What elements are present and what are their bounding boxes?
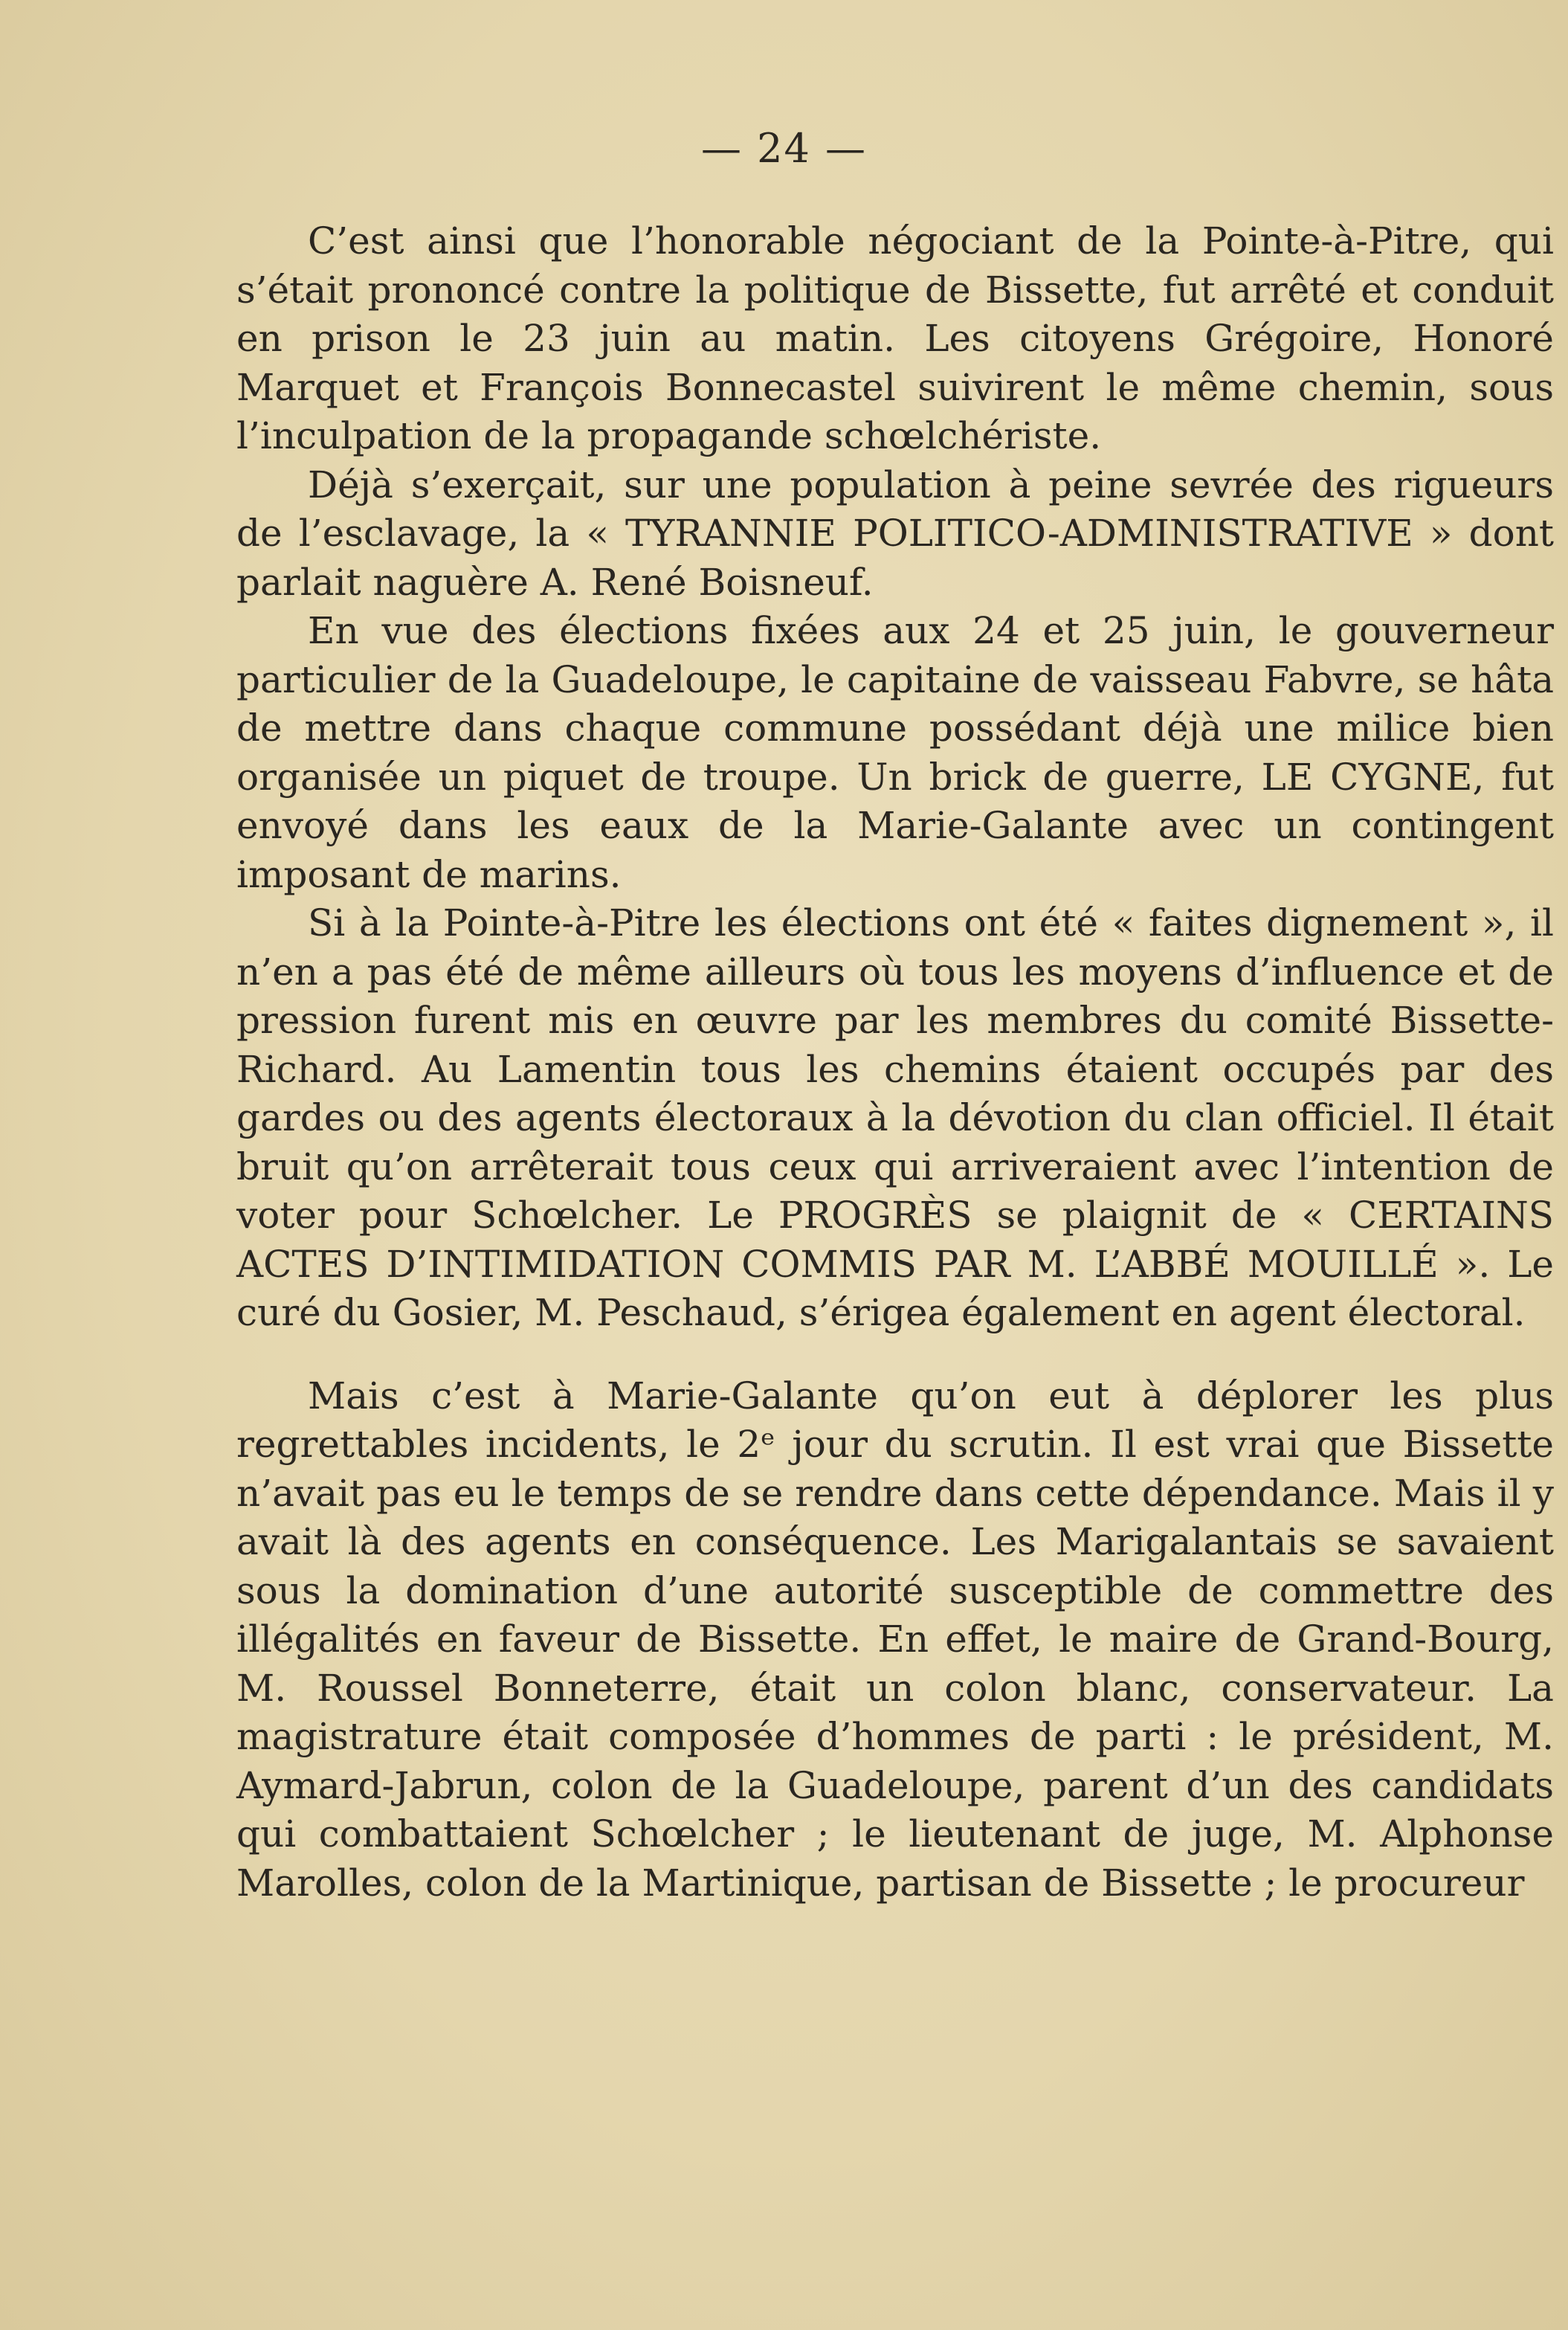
paragraph-2: Déjà s’exerçait, sur une population à peine sevrée des rigueurs de l’esclavage, la « TYRANNIE POLITICO-ADMINISTRATIVE » dont parlait naguère A. René Boisneuf.: [236, 463, 1554, 604]
body-text: [236, 217, 1554, 1908]
page-number: — 24 —: [700, 125, 868, 172]
paragraph-3: En vue des élections fixées aux 24 et 25 juin, le gouverneur particulier de la Guadeloupe, le capitaine de vaisseau Fabvre, se hâta de mettre dans chaque commune possédant déjà une milice bien organisée un piquet de troupe. Un brick de guerre, LE CYGNE, fut envoyé dans les eaux de la Marie-Galante avec un contingent imposant de marins.: [236, 609, 1554, 896]
paragraph-1: C’est ainsi que l’honorable négociant de la Pointe-à-Pitre, qui s’était prononcé contre la politique de Bissette, fut arrêté et conduit en prison le 23 juin au matin. Les citoyens Grégoire, Honoré Marquet et François Bonnecastel suivirent le même chemin, sous l’inculpation de la propagande schœlchériste.: [236, 219, 1554, 457]
paragraph-5: Mais c’est à Marie-Galante qu’on eut à déplorer les plus regrettables incidents, le 2ᵉ jour du scrutin. Il est vrai que Bissette n’avait pas eu le temps de se rendre dans cette dépendance. Mais il y avait là des agents en conséquence. Les Marigalantais se savaient sous la domination d’une autorité susceptible de commettre des illégalités en faveur de Bissette. En effet, le maire de Grand-Bourg, M. Roussel Bonneterre, était un colon blanc, conservateur. La magistrature était composée d’hommes de parti : le président, M. Aymard-Jabrun, colon de la Guadeloupe, parent d’un des candidats qui combattaient Schœlcher ; le lieutenant de juge, M. Alphonse Marolles, colon de la Martinique, partisan de Bissette ; le procureur: [236, 1374, 1554, 1905]
paragraph-4: Si à la Pointe-à-Pitre les élections ont été « faites dignement », il n’en a pas été de même ailleurs où tous les moyens d’influence et de pression furent mis en œuvre par les membres du comité Bissette-Richard. Au Lamentin tous les chemins étaient occupés par des gardes ou des agents électoraux à la dévotion du clan officiel. Il était bruit qu’on arrêterait tous ceux qui arriveraient avec l’intention de voter pour Schœlcher. Le PROGRÈS se plaignit de « CERTAINS ACTES D’INTIMIDATION COMMIS PAR M. L’ABBÉ MOUILLÉ ». Le curé du Gosier, M. Peschaud, s’érigea également en agent électoral.: [236, 901, 1554, 1334]
